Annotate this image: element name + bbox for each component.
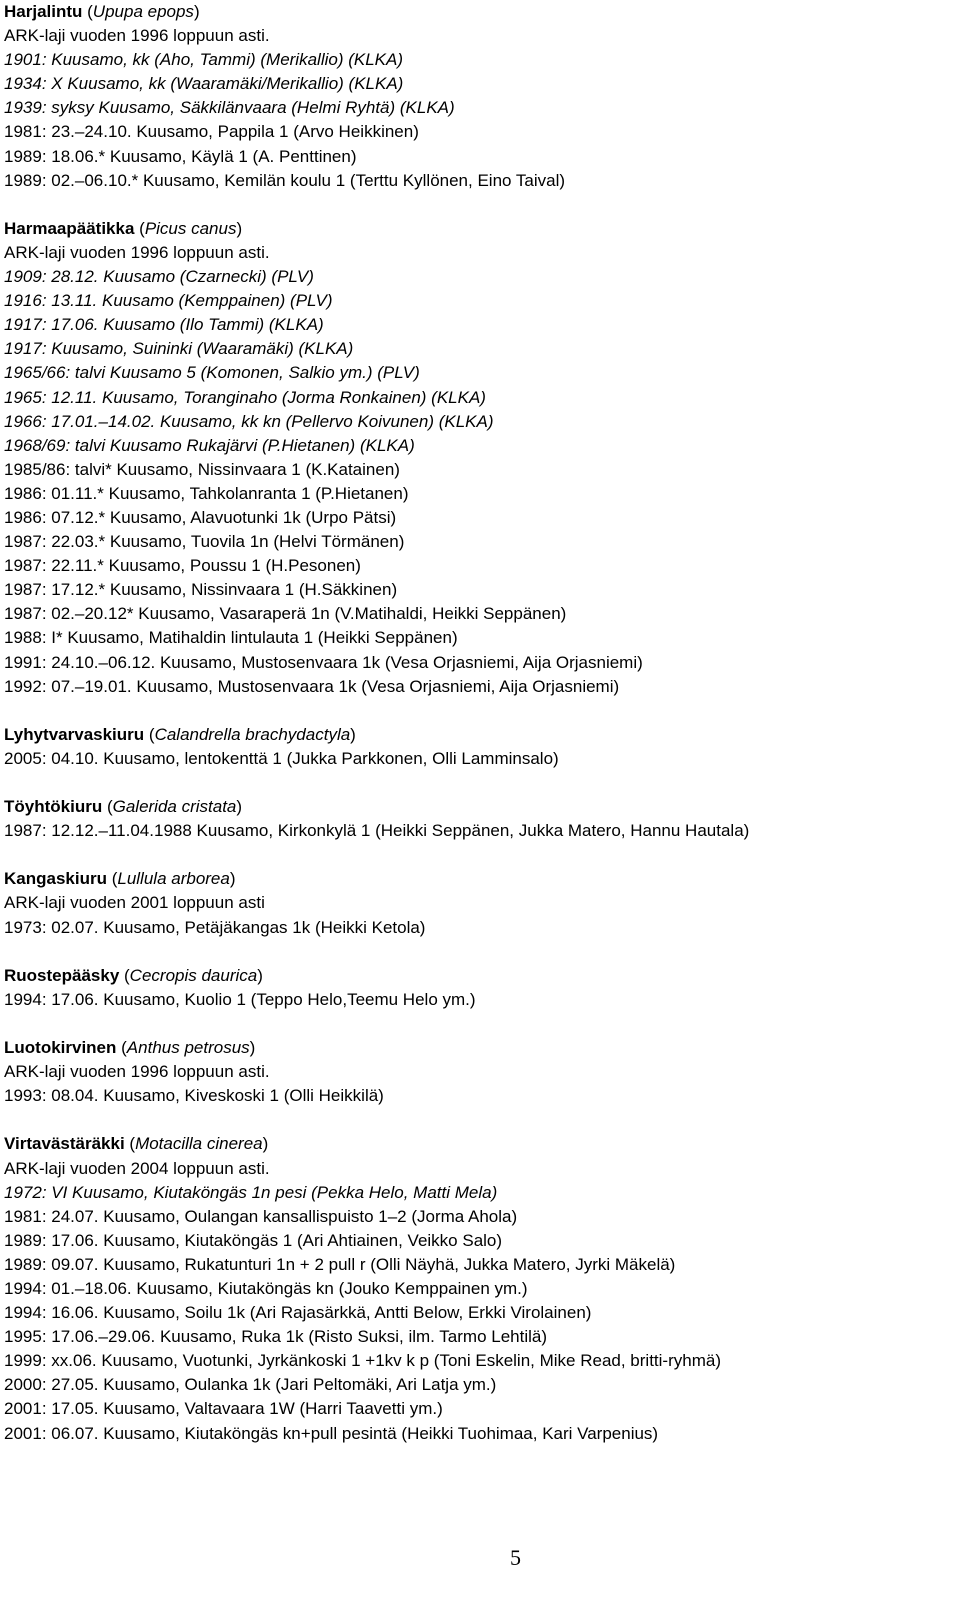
species-heading: Harjalintu (Upupa epops) (4, 2, 200, 21)
record-line: 1986: 01.11.* Kuusamo, Tahkolanranta 1 (P.Hietanen) (4, 483, 409, 503)
record-line: 1939: syksy Kuusamo, Säkkilänvaara (Helmi Ryhtä) (KLKA) (4, 98, 455, 118)
section-spacer (4, 940, 954, 964)
record-line: 1916: 13.11. Kuusamo (Kemppainen) (PLV) (4, 291, 333, 311)
species-section (4, 867, 954, 939)
record-line: ARK-laji vuoden 1996 loppuun asti. (4, 242, 270, 262)
species-section (4, 723, 954, 771)
record-line: 1988: I* Kuusamo, Matihaldin lintulauta 1 (Heikki Seppänen) (4, 628, 458, 648)
record-line: ARK-laji vuoden 2001 loppuun asti (4, 893, 265, 913)
record-line: 1991: 24.10.–06.12. Kuusamo, Mustosenvaara 1k (Vesa Orjasniemi, Aija Orjasniemi) (4, 652, 643, 672)
record-line: 1966: 17.01.–14.02. Kuusamo, kk kn (Pellervo Koivunen) (KLKA) (4, 411, 494, 431)
record-line: 1993: 08.04. Kuusamo, Kiveskoski 1 (Olli Heikkilä) (4, 1086, 384, 1106)
record-line: 1987: 22.03.* Kuusamo, Tuovila 1n (Helvi Törmänen) (4, 532, 405, 552)
record-line: 1965: 12.11. Kuusamo, Toranginaho (Jorma Ronkainen) (KLKA) (4, 387, 486, 407)
species-heading: Lyhytvarvaskiuru (Calandrella brachydactyla) (4, 724, 356, 744)
record-line: 1987: 12.12.–11.04.1988 Kuusamo, Kirkonkylä 1 (Heikki Seppänen, Jukka Matero, Hannu Hautala) (4, 821, 750, 841)
record-line: 1989: 18.06.* Kuusamo, Käylä 1 (A. Penttinen) (4, 146, 357, 166)
species-name: Luotokirvinen (4, 1038, 117, 1058)
species-heading: Töyhtökiuru (Galerida cristata) (4, 797, 243, 817)
record-line: ARK-laji vuoden 2004 loppuun asti. (4, 1158, 270, 1178)
record-line: 1968/69: talvi Kuusamo Rukajärvi (P.Hietanen) (KLKA) (4, 435, 415, 455)
record-line: 1972: VI Kuusamo, Kiutaköngäs 1n pesi (Pekka Helo, Matti Mela) (4, 1182, 498, 1202)
species-latin-name: Upupa epops (92, 2, 194, 21)
record-line: ARK-laji vuoden 1996 loppuun asti. (4, 1062, 270, 1082)
section-spacer (4, 843, 954, 867)
species-section (4, 1132, 954, 1445)
document-body (4, 0, 954, 1446)
species-section (4, 1036, 954, 1108)
record-line: 1994: 16.06. Kuusamo, Soilu 1k (Ari Rajasärkkä, Antti Below, Erkki Virolainen) (4, 1303, 592, 1323)
record-line: 1989: 09.07. Kuusamo, Rukatunturi 1n + 2 pull r (Olli Näyhä, Jukka Matero, Jyrki Mäkelä) (4, 1254, 676, 1274)
species-name: Harjalintu (4, 2, 83, 21)
species-name: Töyhtökiuru (4, 797, 103, 817)
species-name: Harmaapäätikka (4, 218, 135, 238)
record-line: 1986: 07.12.* Kuusamo, Alavuotunki 1k (Urpo Pätsi) (4, 507, 397, 527)
record-line: 1994: 01.–18.06. Kuusamo, Kiutaköngäs kn (Jouko Kemppainen ym.) (4, 1278, 528, 1298)
page-number: 5 (510, 1545, 521, 1570)
record-line: 1987: 22.11.* Kuusamo, Poussu 1 (H.Pesonen) (4, 556, 361, 576)
record-line: 1992: 07.–19.01. Kuusamo, Mustosenvaara 1k (Vesa Orjasniemi, Aija Orjasniemi) (4, 676, 620, 696)
species-latin-name: Lullula arborea (117, 869, 230, 889)
record-line: 1994: 17.06. Kuusamo, Kuolio 1 (Teppo Helo,Teemu Helo ym.) (4, 989, 476, 1009)
record-line: 1901: Kuusamo, kk (Aho, Tammi) (Merikallio) (KLKA) (4, 50, 404, 70)
record-line: 1981: 23.–24.10. Kuusamo, Pappila 1 (Arvo Heikkinen) (4, 122, 419, 142)
species-latin-name: Galerida cristata (112, 797, 237, 817)
species-name: Kangaskiuru (4, 869, 107, 889)
record-line: 1965/66: talvi Kuusamo 5 (Komonen, Salkio ym.) (PLV) (4, 363, 420, 383)
species-latin-name: Picus canus (144, 218, 237, 238)
record-line: 2001: 06.07. Kuusamo, Kiutaköngäs kn+pull pesintä (Heikki Tuohimaa, Kari Varpenius) (4, 1423, 659, 1443)
record-line: 1909: 28.12. Kuusamo (Czarnecki) (PLV) (4, 267, 314, 287)
species-heading: Luotokirvinen (Anthus petrosus) (4, 1038, 256, 1058)
record-line: 1917: 17.06. Kuusamo (Ilo Tammi) (KLKA) (4, 315, 324, 335)
record-line: 1985/86: talvi* Kuusamo, Nissinvaara 1 (K.Katainen) (4, 459, 400, 479)
species-heading: Kangaskiuru (Lullula arborea) (4, 869, 236, 889)
section-spacer (4, 1108, 954, 1132)
species-latin-name: Motacilla cinerea (135, 1134, 263, 1154)
species-section (4, 795, 954, 843)
record-line: 1999: xx.06. Kuusamo, Vuotunki, Jyrkänkoski 1 +1kv k p (Toni Eskelin, Mike Read, britti-ryhmä) (4, 1351, 721, 1371)
record-line: 2000: 27.05. Kuusamo, Oulanka 1k (Jari Peltomäki, Ari Latja ym.) (4, 1375, 497, 1395)
record-line: 1989: 02.–06.10.* Kuusamo, Kemilän koulu 1 (Terttu Kyllönen, Eino Taival) (4, 170, 566, 190)
species-heading: Ruostepääsky (Cecropis daurica) (4, 965, 263, 985)
record-line: 1987: 02.–20.12* Kuusamo, Vasaraperä 1n (V.Matihaldi, Heikki Seppänen) (4, 604, 567, 624)
record-line: 1995: 17.06.–29.06. Kuusamo, Ruka 1k (Risto Suksi, ilm. Tarmo Lehtilä) (4, 1327, 548, 1347)
section-spacer (4, 1012, 954, 1036)
record-line: 1934: X Kuusamo, kk (Waaramäki/Merikallio) (KLKA) (4, 74, 404, 94)
species-latin-name: Calandrella brachydactyla (154, 724, 351, 744)
record-line: 2005: 04.10. Kuusamo, lentokenttä 1 (Jukka Parkkonen, Olli Lamminsalo) (4, 748, 559, 768)
species-name: Ruostepääsky (4, 965, 120, 985)
record-line: 1981: 24.07. Kuusamo, Oulangan kansallispuisto 1–2 (Jorma Ahola) (4, 1206, 518, 1226)
species-latin-name: Anthus petrosus (126, 1038, 250, 1058)
record-line: 1987: 17.12.* Kuusamo, Nissinvaara 1 (H.Säkkinen) (4, 580, 398, 600)
species-section (4, 964, 954, 1012)
species-section (4, 217, 954, 699)
record-line: 1973: 02.07. Kuusamo, Petäjäkangas 1k (Heikki Ketola) (4, 917, 426, 937)
species-heading: Virtavästäräkki (Motacilla cinerea) (4, 1134, 269, 1154)
species-heading: Harmaapäätikka (Picus canus) (4, 218, 243, 238)
record-line: ARK-laji vuoden 1996 loppuun asti. (4, 26, 270, 46)
section-spacer (4, 771, 954, 795)
record-line: 1917: Kuusamo, Suininki (Waaramäki) (KLKA) (4, 339, 354, 359)
section-spacer (4, 193, 954, 217)
species-section (4, 0, 954, 193)
species-name: Lyhytvarvaskiuru (4, 724, 145, 744)
record-line: 2001: 17.05. Kuusamo, Valtavaara 1W (Harri Taavetti ym.) (4, 1399, 443, 1419)
species-latin-name: Cecropis daurica (129, 965, 258, 985)
record-line: 1989: 17.06. Kuusamo, Kiutaköngäs 1 (Ari Ahtiainen, Veikko Salo) (4, 1230, 503, 1250)
species-name: Virtavästäräkki (4, 1134, 125, 1154)
section-spacer (4, 699, 954, 723)
